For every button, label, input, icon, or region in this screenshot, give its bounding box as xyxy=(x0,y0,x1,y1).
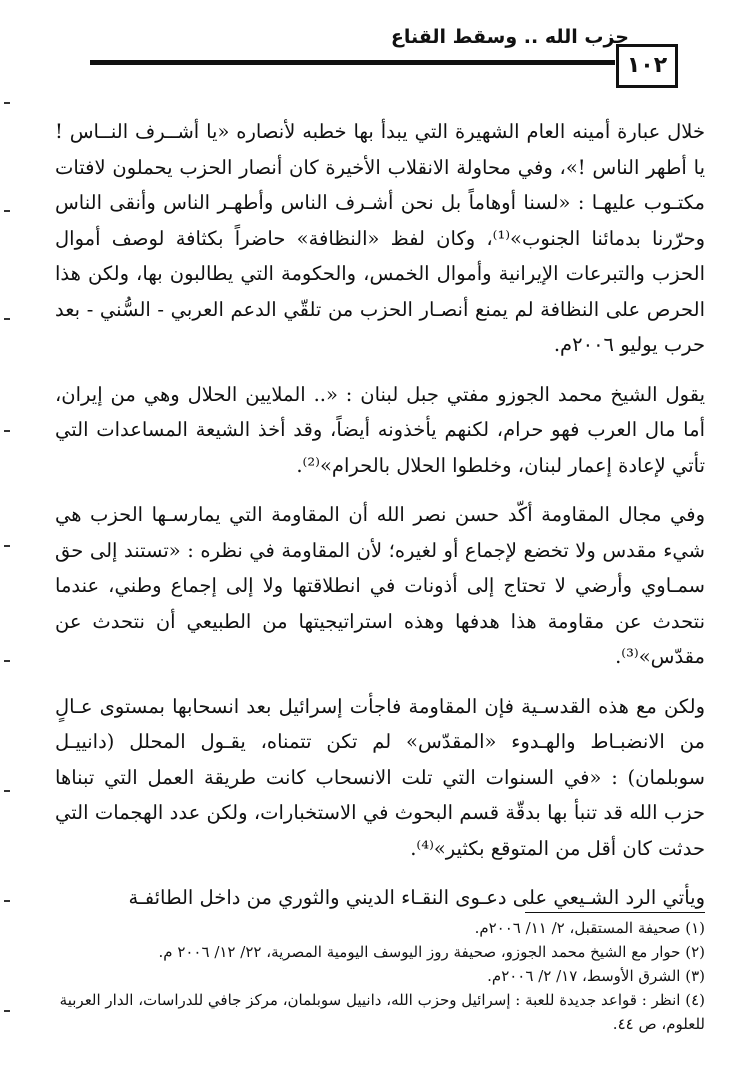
paragraph-5: ويأتي الرد الشـيعي على دعـوى النقـاء الديني والثوري من داخل الطائفـة xyxy=(128,886,705,909)
footnote-4: (٤) انظر : قواعد جديدة للعبة : إسرائيل وحزب الله، دانييل سوبلمان، مركز جافي للدراسات، الدار العربية للعلوم، ص ٤٤. xyxy=(59,991,705,1033)
scan-margin-marks xyxy=(0,0,22,1076)
body-text xyxy=(55,114,705,930)
header-rule xyxy=(90,60,615,65)
paragraph-2: يقول الشيخ محمد الجوزو مفتي جبل لبنان : «.. الملايين الحلال وهي من إيران، أما مال العرب فهو حرام، لكنهم يأخذونه أيضاً، وقد أخذ الشيعة المساعدات التي تأتي لإعادة إعمار لبنان، وخلطوا الحلال بالحرام»⁽²⁾. xyxy=(55,382,705,477)
footnotes xyxy=(55,916,705,1036)
footnote-2: (٢) حوار مع الشيخ محمد الجوزو، صحيفة روز اليوسف اليومية المصرية، ٢٢/ ١٢/ ٢٠٠٦ م. xyxy=(158,943,705,961)
footnote-3: (٣) الشرق الأوسط، ١٧/ ٢/ ٢٠٠٦م. xyxy=(487,967,705,985)
paragraph-3: وفي مجال المقاومة أكّد حسن نصر الله أن المقاومة التي يمارسـها الحزب هي شيء مقدس ولا تخضع لإجماع أو لغيره؛ لأن المقاومة في نظره : «تستند إلى حق سمـاوي وأرضي لا تحتاج إلى أذونات في انطلاقتها ولا إلى إجماع وطني، عندما نتحدث عن مقاومة هذا هدفها وهذه استراتيجيتها من الطبيعي أن نتحدث عن مقدّس»⁽³⁾. xyxy=(55,503,705,668)
page-number: ١٠٢ xyxy=(616,44,678,88)
paragraph-4: ولكن مع هذه القدسـية فإن المقاومة فاجأت إسرائيل بعد انسحابها بمستوى عـالٍ من الانضبـاط والهـدوء «المقدّس» لم تكن تتمناه، يقـول المحلل (دانييـل سوبلمان) : «في السنوات التي تلت الانسحاب كانت طريقة العمل التي تبناها حزب الله قد تنبأ بها بدقّة قسم البحوث في الاستخبارات، ولكن عدد الهجمات التي حدثت كان أقل من المتوقع بكثير»⁽⁴⁾. xyxy=(55,694,705,860)
footnote-1: (١) صحيفة المستقبل، ٢/ ١١/ ٢٠٠٦م. xyxy=(474,919,705,937)
paragraph-1: خلال عبارة أمينه العام الشهيرة التي يبدأ بها خطبه لأنصاره «يا أشــرف النــاس ! يا أطهر الناس !»، وفي محاولة الانقلاب الأخيرة كان أنصار الحزب يحملون لافتات مكتـوب عليهـا : «لسنا أوهاماً بل نحن أشـرف الناس وأطهـر الناس وأنقى الناس وحرّرنا بدمائنا الجنوب»⁽¹⁾، وكان لفظ «النظافة» حاضراً بكثافة لوصف أموال الحزب والتبرعات الإيرانية وأموال الخمس، والحكومة التي يطالبون بها، ولكن هذا الحرص على النظافة لم يمنع أنصـار الحزب من تلقّي الدعم العربي - السُّني - بعد حرب يوليو ٢٠٠٦م. xyxy=(55,120,705,356)
running-title: حزب الله .. وسقط القناع xyxy=(390,26,629,48)
footnote-separator xyxy=(525,912,705,913)
